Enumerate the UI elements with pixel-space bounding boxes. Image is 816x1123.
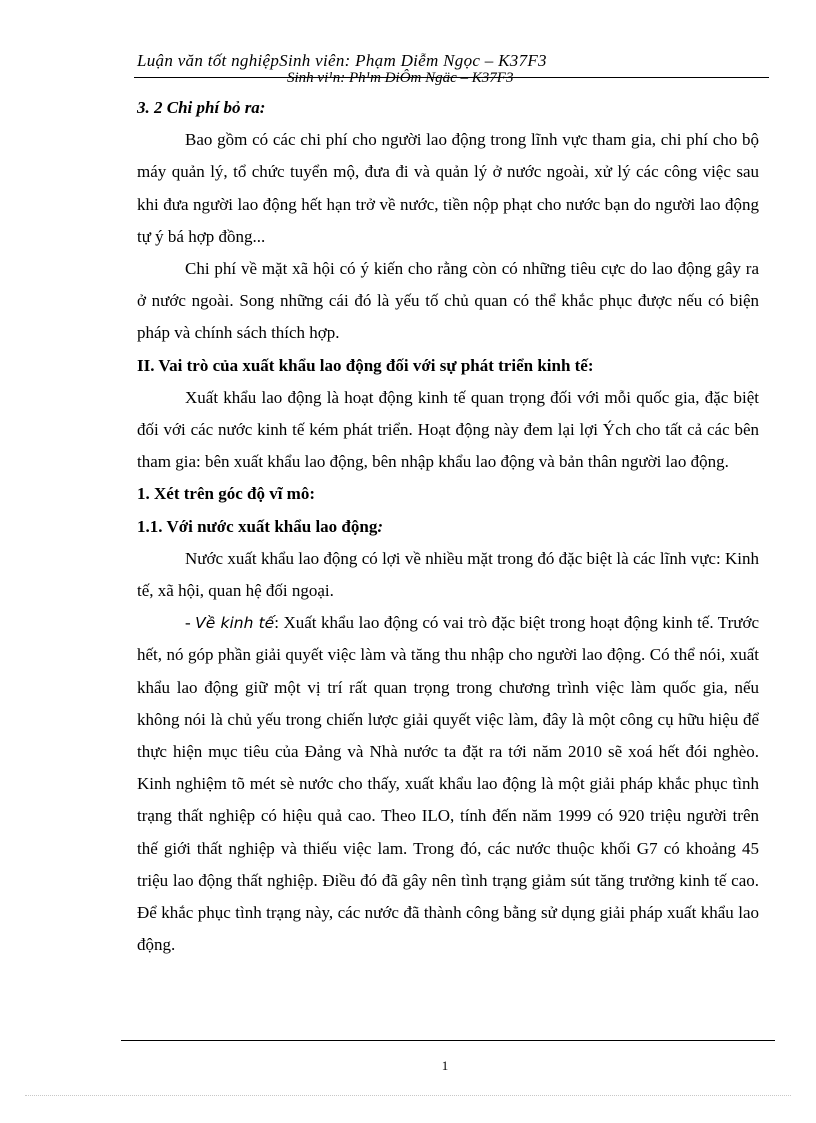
section-II-paragraph-1: Xuất khẩu lao động là hoạt động kinh tế quan trọng đối với mỗi quốc gia, đặc biệt đối với các nước kinh tế kém phát triển. Hoạt động này đem lại lợi Ých cho tất cả các bên tham gia: bên xuất khẩu lao động, bên nhập khẩu lao động và bản thân người lao động. xyxy=(137,387,759,472)
section-3-2-heading: 3. 2 Chi phí bỏ ra: xyxy=(137,98,266,117)
footer-rule xyxy=(121,1040,775,1041)
section-3-2-paragraph-1: Bao gồm có các chi phí cho người lao động trong lĩnh vực tham gia, chi phí cho bộ máy quản lý, tổ chức tuyển mộ, đưa đi và quản lý ở nước ngoài, xử lý các công việc sau khi đưa người lao động hết hạn trở về nước, tiền nộp phạt cho nước bạn do người lao động tự ý bá hợp đồng... xyxy=(137,130,759,246)
running-header-garbled: Sinh vi¹n: Ph¹m DiÔm Ngäc – K37F3 xyxy=(287,70,514,86)
running-header: Luận văn tốt nghiệpSinh viên: Phạm Diễm Ngọc – K37F3 xyxy=(137,51,547,70)
bullet-dash: - xyxy=(185,613,196,633)
header-rule xyxy=(134,77,769,78)
section-1-1-paragraph-2 xyxy=(137,607,759,961)
section-II-heading: II. Vai trò của xuất khẩu lao động đối với sự phát triển kinh tế: xyxy=(137,355,594,375)
section-1-1-heading-text: 1.1. Với nước xuất khẩu lao động xyxy=(137,516,378,536)
section-1-1-heading xyxy=(137,511,759,543)
section-3-2-paragraph-2: Chi phí về mặt xã hội có ý kiến cho rằng còn có những tiêu cực do lao động gây ra ở nước ngoài. Song những cái đó là yếu tố chủ quan có thể khắc phục được nếu có biện pháp và chính sách thích hợp. xyxy=(137,259,759,343)
economic-text: : Xuất khẩu lao động có vai trò đặc biệt trong hoạt động kinh tế. Trước hết, nó góp phần giải quyết việc làm và tăng thu nhập cho người lao động. Có thể nói, xuất khẩu lao động giữ một vị trí rất quan trọng trong chương trình việc làm quốc gia, nếu không nói là chủ yếu trong chiến lược giải quyết việc làm, đây là một công cụ hữu hiệu để thực hiện mục tiêu của Đảng và Nhà nước ta đặt ra tới năm 2010 sẽ xoá hết đói nghèo. Kinh nghiệm tõ mét sè nước cho thấy, xuất khẩu lao động là một giải pháp khắc phục tình trạng thất nghiệp có hiệu quả cao. Theo ILO, tính đến năm 1999 có 920 triệu người trên thế giới thất nghiệp và thiếu việc lam. Trong đó, các nước thuộc khối G7 có khoảng 45 triệu lao động thất nghiệp. Điều đó đã gây nên tình trạng giảm sút tăng trưởng kinh tế cao. Để khắc phục tình trạng này, các nước đã thành công bằng sử dụng giải pháp xuất khẩu lao động. xyxy=(137,613,759,955)
section-1-1-heading-colon: : xyxy=(377,516,384,536)
section-1-heading: 1. Xét trên góc độ vĩ mô: xyxy=(137,484,315,504)
document-body xyxy=(137,92,759,961)
economic-label: Về kinh tế xyxy=(195,614,275,633)
page-number: 1 xyxy=(441,1058,449,1073)
page-bottom-dotted-border xyxy=(25,1095,791,1096)
section-1-1-paragraph-1: Nước xuất khẩu lao động có lợi về nhiều mặt trong đó đặc biệt là các lĩnh vực: Kinh tế, xã hội, quan hệ đối ngoại. xyxy=(137,548,759,601)
